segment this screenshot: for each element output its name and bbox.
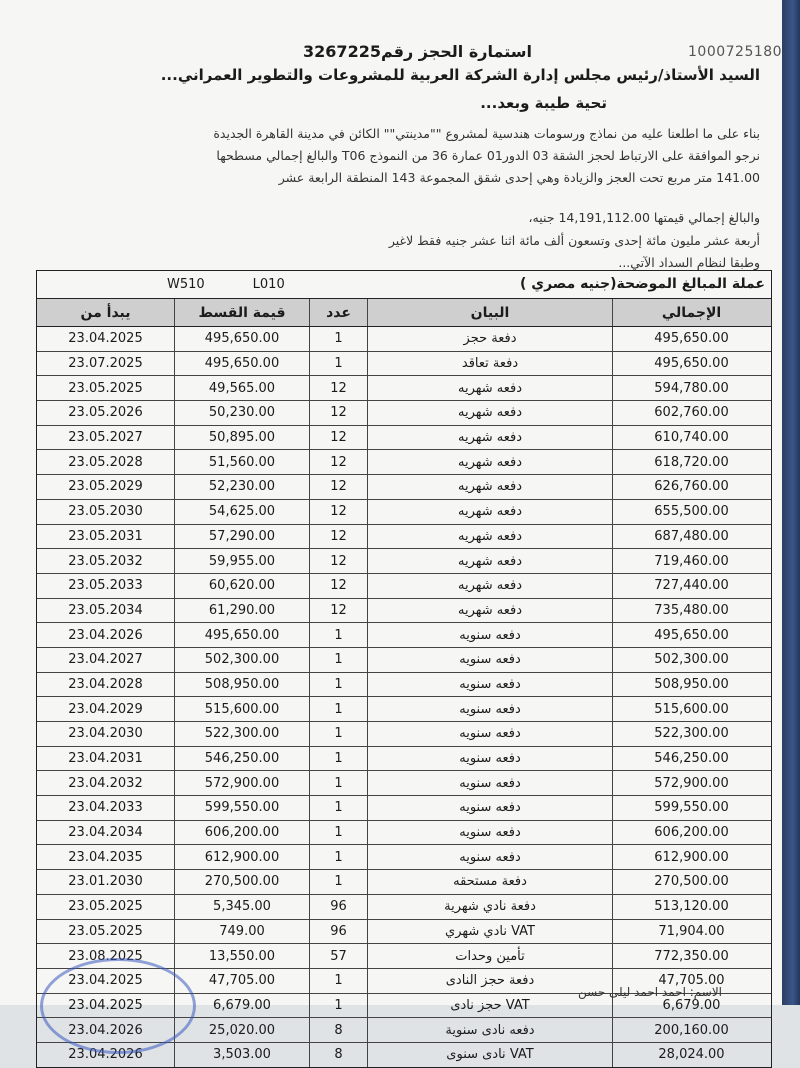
- cell-description: VAT حجز نادى: [368, 994, 613, 1018]
- cell-count: 1: [310, 747, 368, 771]
- cell-start-date: 23.05.2032: [37, 549, 175, 573]
- table-row: [37, 475, 771, 500]
- cell-count: 1: [310, 870, 368, 894]
- cell-count: 12: [310, 426, 368, 450]
- cell-start-date: 23.04.2033: [37, 796, 175, 820]
- cell-installment: 49,565.00: [175, 376, 310, 400]
- payment-system-line: وطبقا لنظام السداد الآتي...: [618, 255, 760, 270]
- table-row: [37, 771, 771, 796]
- cell-description: دفعه سنويه: [368, 747, 613, 771]
- cell-count: 12: [310, 549, 368, 573]
- cell-count: 12: [310, 475, 368, 499]
- addressee-line: السيد الأستاذ/رئيس مجلس إدارة الشركة العربية للمشروعات والتطوير العمراني...: [160, 66, 760, 84]
- header-count: عدد: [310, 299, 368, 326]
- cell-total: 618,720.00: [654, 454, 729, 470]
- cell-start-date: 23.05.2033: [37, 574, 175, 598]
- cell-total: 270,500.00: [654, 874, 729, 890]
- paragraph-line-1: بناء على ما اطلعنا عليه من نماذج ورسومات هندسية لمشروع ""مدينتي"" الكائن في مدينة القاهرة الجديدة: [213, 126, 760, 141]
- cell-installment: 3,503.00: [175, 1043, 310, 1067]
- reference-number: 1000725180: [688, 44, 783, 60]
- cell-start-date: 23.05.2027: [37, 426, 175, 450]
- cell-total: 495,650.00: [654, 627, 729, 643]
- table-row: [37, 623, 771, 648]
- cell-installment: 495,650.00: [175, 623, 310, 647]
- table-row: [37, 870, 771, 895]
- cell-description: دفعه شهريه: [368, 450, 613, 474]
- cell-installment: 50,230.00: [175, 401, 310, 425]
- cell-installment: 599,550.00: [175, 796, 310, 820]
- cell-start-date: 23.04.2029: [37, 697, 175, 721]
- cell-description: دفعة نادي شهرية: [368, 895, 613, 919]
- cell-start-date: 23.05.2028: [37, 450, 175, 474]
- table-row: [37, 673, 771, 698]
- cell-description: دفعه شهريه: [368, 599, 613, 623]
- cell-total: 606,200.00: [654, 825, 729, 841]
- cell-installment: 6,679.00: [175, 994, 310, 1018]
- cell-description: دفعه سنويه: [368, 722, 613, 746]
- table-row: [37, 500, 771, 525]
- cell-installment: 508,950.00: [175, 673, 310, 697]
- cell-total: 71,904.00: [658, 923, 725, 939]
- table-row: [37, 426, 771, 451]
- cell-count: 12: [310, 500, 368, 524]
- table-row: [37, 327, 771, 352]
- cell-total: 599,550.00: [654, 800, 729, 816]
- table-row: [37, 697, 771, 722]
- cell-installment: 52,230.00: [175, 475, 310, 499]
- table-row: [37, 845, 771, 870]
- cell-count: 1: [310, 722, 368, 746]
- cell-installment: 25,020.00: [175, 1018, 310, 1042]
- total-value-line: والبالغ إجمالي قيمتها 14,191,112.00 جنيه،: [528, 210, 760, 225]
- header-installment: قيمة القسط: [175, 299, 310, 326]
- cell-total: 513,120.00: [654, 899, 729, 915]
- cell-total: 626,760.00: [654, 479, 729, 495]
- cell-total: 515,600.00: [654, 701, 729, 717]
- cell-total: 602,760.00: [654, 405, 729, 421]
- cell-total: 687,480.00: [654, 528, 729, 544]
- cell-count: 12: [310, 401, 368, 425]
- cell-description: دفعة حجز النادى: [368, 969, 613, 993]
- cell-start-date: 23.05.2026: [37, 401, 175, 425]
- cell-count: 1: [310, 648, 368, 672]
- form-title: استمارة الحجز رقم3267225: [303, 42, 532, 61]
- cell-description: دفعه سنويه: [368, 697, 613, 721]
- cell-count: 1: [310, 969, 368, 993]
- cell-total: 508,950.00: [654, 676, 729, 692]
- table-row: [37, 525, 771, 550]
- cell-installment: 47,705.00: [175, 969, 310, 993]
- cell-start-date: 23.04.2026: [37, 1018, 175, 1042]
- cell-start-date: 23.05.2034: [37, 599, 175, 623]
- cell-installment: 51,560.00: [175, 450, 310, 474]
- cell-description: VAT نادي شهري: [368, 920, 613, 944]
- cell-total: 655,500.00: [654, 504, 729, 520]
- cell-start-date: 23.04.2025: [37, 969, 175, 993]
- table-row: [37, 747, 771, 772]
- cell-total: 47,705.00: [658, 973, 725, 989]
- table-row: [37, 895, 771, 920]
- cell-installment: 13,550.00: [175, 944, 310, 968]
- cell-count: 1: [310, 352, 368, 376]
- cell-start-date: 23.05.2030: [37, 500, 175, 524]
- header-start-date: يبدأ من: [37, 299, 175, 326]
- cell-installment: 270,500.00: [175, 870, 310, 894]
- cell-total: 572,900.00: [654, 775, 729, 791]
- cell-count: 57: [310, 944, 368, 968]
- cell-total: 719,460.00: [654, 553, 729, 569]
- cell-total: 772,350.00: [654, 948, 729, 964]
- cell-start-date: 23.01.2030: [37, 870, 175, 894]
- cell-description: دفعة مستحقه: [368, 870, 613, 894]
- cell-description: دفعه شهريه: [368, 401, 613, 425]
- cell-installment: 606,200.00: [175, 821, 310, 845]
- cell-installment: 749.00: [175, 920, 310, 944]
- paragraph-line-3: 141.00 متر مربع تحت العجز والزيادة وهي إحدى شقق المجموعة 143 المنطقة الرابعة عشر: [278, 170, 760, 185]
- cell-count: 1: [310, 623, 368, 647]
- cell-total: 6,679.00: [662, 997, 721, 1013]
- cell-count: 1: [310, 673, 368, 697]
- payment-schedule-table: [36, 270, 772, 1068]
- cell-description: دفعة تعاقد: [368, 352, 613, 376]
- table-row: [37, 722, 771, 747]
- cell-installment: 50,895.00: [175, 426, 310, 450]
- cell-description: VAT نادى سنوى: [368, 1043, 613, 1067]
- cell-start-date: 23.04.2025: [37, 994, 175, 1018]
- cell-count: 1: [310, 697, 368, 721]
- cell-start-date: 23.04.2034: [37, 821, 175, 845]
- cell-installment: 546,250.00: [175, 747, 310, 771]
- cell-description: دفعه سنويه: [368, 796, 613, 820]
- code-l010: L010: [252, 277, 285, 292]
- cell-total: 495,650.00: [654, 331, 729, 347]
- cell-count: 12: [310, 376, 368, 400]
- total-words-line: أربعة عشر مليون مائة إحدى وتسعون ألف مائة اثنا عشر جنيه فقط لاغير: [388, 233, 760, 248]
- footer-name: الاسم: احمد احمد ليلى حسن: [577, 985, 722, 999]
- cell-start-date: 23.04.2027: [37, 648, 175, 672]
- cell-count: 1: [310, 796, 368, 820]
- cell-total: 612,900.00: [654, 849, 729, 865]
- cell-description: دفعه شهريه: [368, 376, 613, 400]
- cell-description: دفعه شهريه: [368, 549, 613, 573]
- cell-description: دفعه سنويه: [368, 771, 613, 795]
- cell-description: دفعه نادى سنوية: [368, 1018, 613, 1042]
- cell-description: دفعه سنويه: [368, 673, 613, 697]
- cell-installment: 495,650.00: [175, 327, 310, 351]
- cell-count: 8: [310, 1018, 368, 1042]
- cell-installment: 522,300.00: [175, 722, 310, 746]
- table-header-row: [37, 299, 771, 327]
- cell-count: 12: [310, 525, 368, 549]
- paragraph-line-2: نرجو الموافقة على الارتباط لحجز الشقة 03 الدور01 عمارة 36 من النموذج T06 والبالغ إجمالي مسطحها: [216, 148, 760, 163]
- cell-start-date: 23.04.2035: [37, 845, 175, 869]
- table-row: [37, 574, 771, 599]
- cell-total: 200,160.00: [654, 1022, 729, 1038]
- cell-count: 1: [310, 994, 368, 1018]
- table-row: [37, 920, 771, 945]
- cell-installment: 57,290.00: [175, 525, 310, 549]
- greeting-line: تحية طيبة وبعد...: [480, 94, 607, 112]
- cell-start-date: 23.07.2025: [37, 352, 175, 376]
- table-row: [37, 549, 771, 574]
- cell-description: دفعه سنويه: [368, 648, 613, 672]
- cell-description: دفعه شهريه: [368, 475, 613, 499]
- cell-count: 1: [310, 771, 368, 795]
- cell-count: 96: [310, 920, 368, 944]
- cell-installment: 61,290.00: [175, 599, 310, 623]
- cell-total: 495,650.00: [654, 356, 729, 372]
- table-row: [37, 648, 771, 673]
- table-row: [37, 401, 771, 426]
- cell-installment: 612,900.00: [175, 845, 310, 869]
- cell-count: 8: [310, 1043, 368, 1067]
- cell-start-date: 23.05.2025: [37, 895, 175, 919]
- cell-description: دفعه شهريه: [368, 426, 613, 450]
- cell-description: دفعه سنويه: [368, 845, 613, 869]
- cell-description: دفعه شهريه: [368, 574, 613, 598]
- cell-description: دفعه شهريه: [368, 525, 613, 549]
- cell-count: 1: [310, 327, 368, 351]
- background-edge: [782, 0, 800, 1005]
- cell-count: 1: [310, 845, 368, 869]
- cell-start-date: 23.04.2031: [37, 747, 175, 771]
- currency-label: عملة المبالغ الموضحة(جنيه مصري ): [519, 276, 765, 292]
- table-row: [37, 352, 771, 377]
- table-band: [37, 271, 771, 299]
- cell-start-date: 23.04.2032: [37, 771, 175, 795]
- cell-start-date: 23.05.2031: [37, 525, 175, 549]
- table-row: [37, 796, 771, 821]
- cell-start-date: 23.05.2029: [37, 475, 175, 499]
- cell-start-date: 23.04.2026: [37, 1043, 175, 1067]
- cell-count: 12: [310, 450, 368, 474]
- cell-installment: 54,625.00: [175, 500, 310, 524]
- cell-count: 96: [310, 895, 368, 919]
- company-stamp: [40, 958, 196, 1054]
- table-row: [37, 450, 771, 475]
- table-row: [37, 376, 771, 401]
- cell-installment: 495,650.00: [175, 352, 310, 376]
- cell-start-date: 23.04.2025: [37, 327, 175, 351]
- cell-total: 610,740.00: [654, 430, 729, 446]
- cell-total: 727,440.00: [654, 578, 729, 594]
- code-w510: W510: [167, 277, 205, 292]
- cell-total: 594,780.00: [654, 380, 729, 396]
- cell-count: 1: [310, 821, 368, 845]
- table-row: [37, 821, 771, 846]
- unit-codes: [37, 271, 285, 298]
- cell-total: 546,250.00: [654, 751, 729, 767]
- header-total: الإجمالي: [661, 304, 722, 321]
- cell-total: 522,300.00: [654, 726, 729, 742]
- cell-count: 12: [310, 574, 368, 598]
- cell-description: دفعة حجز: [368, 327, 613, 351]
- cell-installment: 60,620.00: [175, 574, 310, 598]
- cell-installment: 515,600.00: [175, 697, 310, 721]
- cell-installment: 572,900.00: [175, 771, 310, 795]
- table-body: [37, 327, 771, 1067]
- cell-start-date: 23.05.2025: [37, 376, 175, 400]
- table-row: [37, 599, 771, 624]
- cell-count: 12: [310, 599, 368, 623]
- cell-start-date: 23.04.2026: [37, 623, 175, 647]
- header-description: البيان: [368, 299, 613, 326]
- cell-installment: 502,300.00: [175, 648, 310, 672]
- cell-start-date: 23.05.2025: [37, 920, 175, 944]
- cell-description: دفعه شهريه: [368, 500, 613, 524]
- cell-total: 735,480.00: [654, 602, 729, 618]
- cell-start-date: 23.04.2028: [37, 673, 175, 697]
- cell-start-date: 23.08.2025: [37, 944, 175, 968]
- cell-total: 502,300.00: [654, 652, 729, 668]
- cell-installment: 5,345.00: [175, 895, 310, 919]
- cell-total: 28,024.00: [658, 1047, 725, 1063]
- cell-description: دفعه سنويه: [368, 623, 613, 647]
- cell-installment: 59,955.00: [175, 549, 310, 573]
- cell-description: تأمين وحدات: [368, 944, 613, 968]
- cell-description: دفعه سنويه: [368, 821, 613, 845]
- cell-start-date: 23.04.2030: [37, 722, 175, 746]
